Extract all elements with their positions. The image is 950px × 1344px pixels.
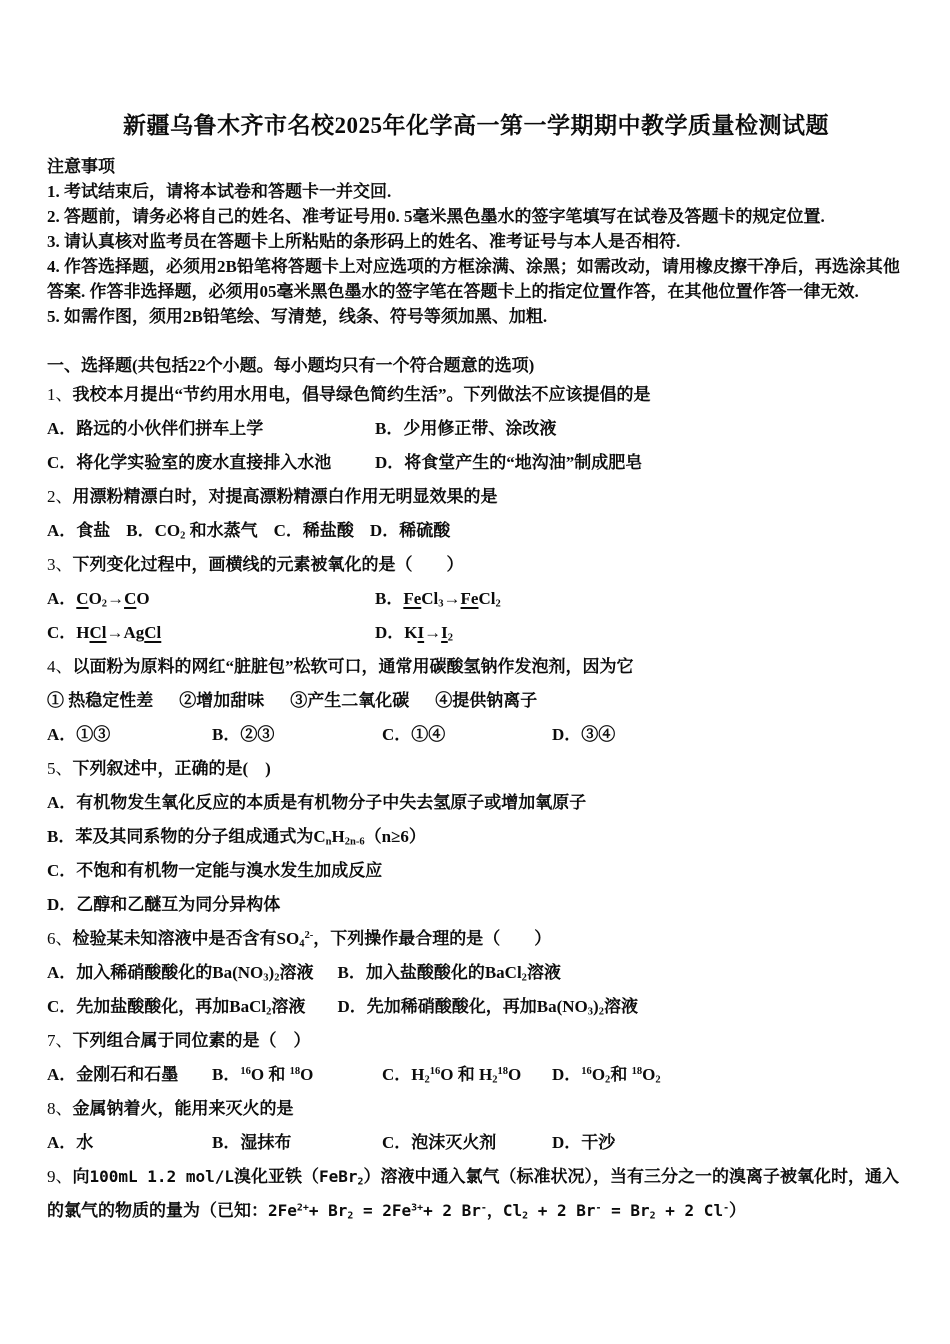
- question-9-stem-text-4: ）: [729, 1201, 747, 1220]
- question-2-stem-text: 用漂粉精漂白时，对提高漂粉精漂白作用无明显效果的是: [72, 487, 498, 506]
- question-6-option-a: A．加入稀硝酸酸化的$Ba(NO_3)_2$溶液: [47, 963, 314, 984]
- question-4-stem: [47, 650, 905, 684]
- question-6: [47, 922, 905, 1024]
- question-4-subitem-3: ③产生二氧化碳: [290, 691, 410, 710]
- question-7-stem: [47, 1024, 905, 1058]
- question-3-options: [47, 582, 905, 650]
- question-2-option-c: C．稀盐酸: [273, 521, 354, 540]
- notice-heading: 注意事项: [47, 157, 115, 176]
- question-1: [47, 378, 905, 480]
- question-2-option-a: A．食盐: [47, 521, 111, 540]
- question-4-number: 4、: [47, 657, 73, 676]
- question-9-formula-mono: FeBr$_2$: [319, 1167, 364, 1188]
- question-1-stem-text: 我校本月提出“节约用水用电，倡导绿色简约生活”。下列做法不应该提倡的是: [72, 385, 651, 404]
- question-1-option-c: C．将化学实验室的废水直接排入水池: [47, 453, 332, 472]
- question-4-option-b: B．②③: [212, 725, 275, 744]
- notice-item-3: 3. 请认真核对监考员在答题卡上所粘贴的条形码上的姓名、准考证号与本人是否相符.: [47, 232, 681, 251]
- question-3-number: 3、: [47, 555, 73, 574]
- notice-section: [47, 154, 905, 329]
- question-6-option-d: D．先加稀硝酸酸化，再加$Ba(NO_3)_2$溶液: [337, 997, 638, 1018]
- question-5-option-c: C．不饱和有机物一定能与溴水发生加成反应: [47, 861, 383, 880]
- question-7-option-c: C．$H_2^{16}O$ 和 $H_2^{18}O$: [382, 1065, 522, 1086]
- question-6-stem-text: 检验某未知溶液中是否含有$SO_4^{2-}$，下列操作最合理的是（ ）: [72, 929, 552, 950]
- question-5: [47, 752, 905, 922]
- notice-item-1: 1. 考试结束后，请将本试卷和答题卡一并交回.: [47, 182, 392, 201]
- question-4: [47, 650, 905, 752]
- question-3-option-b: B．FeCl$_3$→FeCl$_2$: [375, 589, 501, 610]
- question-4-option-c: C．①④: [382, 725, 446, 744]
- question-6-option-c: C．先加盐酸酸化，再加BaCl$_2$溶液: [47, 997, 306, 1018]
- question-4-option-d: D．③④: [552, 725, 616, 744]
- notice-item-4: 4. 作答选择题，必须用2B铅笔将答题卡上对应选项的方框涂满、涂黑；如需改动，请用橡皮擦干净后，再选涂其他答案. 作答非选择题，必须用05毫米黑色墨水的签字笔在答题卡上的指定位置作答，在其他位置作答一律无效.: [47, 257, 900, 301]
- question-5-stem-text: 下列叙述中，正确的是( ): [72, 759, 271, 778]
- question-7-option-a: A．金刚石和石墨: [47, 1065, 179, 1084]
- question-8: [47, 1092, 905, 1160]
- question-7-option-d: D．$^{16}O_2$和 $^{18}O_2$: [552, 1065, 661, 1086]
- question-5-stem: [47, 752, 905, 786]
- question-3-stem-text: 下列变化过程中，画横线的元素被氧化的是（ ）: [72, 555, 464, 574]
- question-7-options: [47, 1058, 905, 1092]
- question-8-option-b: B．湿抹布: [212, 1133, 292, 1152]
- question-3-option-d: D．$KI\to I_2$: [375, 623, 454, 644]
- question-9-stem-text-3: ）溶液中通入氯气（标准状况），当有三分之一的溴离子被氧化时，通入的氯气的物质的量为（已知：: [47, 1167, 899, 1220]
- question-4-subitems: [47, 684, 905, 718]
- question-6-number: 6、: [47, 929, 73, 948]
- question-3-option-a: A．$CO_2\to CO$: [47, 589, 150, 610]
- question-4-options: [47, 718, 905, 752]
- question-3-option-c: C．HCl→AgCl: [47, 623, 162, 642]
- question-4-subitem-1: ① 热稳定性差: [47, 691, 154, 710]
- question-3-stem: [47, 548, 905, 582]
- notice-item-5: 5. 如需作图，须用2B铅笔绘、写清楚，线条、符号等须加黑、加粗.: [47, 307, 548, 326]
- question-7-stem-text: 下列组合属于同位素的是（ ）: [72, 1031, 311, 1050]
- question-8-options: [47, 1126, 905, 1160]
- question-1-number: 1、: [47, 385, 73, 404]
- question-1-stem: [47, 378, 905, 412]
- question-9: [47, 1160, 905, 1228]
- question-6-option-b: B．加入盐酸酸化的BaCl$_2$溶液: [337, 963, 561, 984]
- question-8-option-c: C．泡沫灭火剂: [382, 1133, 497, 1152]
- question-4-option-a: A．①③: [47, 725, 111, 744]
- question-1-options: [47, 412, 905, 480]
- question-1-option-b: B．少用修正带、涂改液: [375, 419, 557, 438]
- question-9-stem-text-1: 向: [72, 1167, 90, 1186]
- section-heading-choice: 一、选择题(共包括22个小题。每小题均只有一个符合题意的选项): [47, 356, 535, 375]
- question-8-option-a: A．水: [47, 1133, 94, 1152]
- question-1-option-a: A．路远的小伙伴们拼车上学: [47, 419, 264, 438]
- question-9-volume-mono: 100mL 1.2 mol/L: [89, 1167, 234, 1186]
- question-2-option-d: D．稀硫酸: [369, 521, 451, 540]
- question-9-stem-text-2: 溴化亚铁（: [234, 1167, 319, 1186]
- question-5-option-a: A．有机物发生氧化反应的本质是有机物分子中失去氢原子或增加氧原子: [47, 793, 587, 812]
- question-5-options: [47, 786, 905, 922]
- question-2-option-b: B．$CO_2$ 和水蒸气: [126, 521, 258, 542]
- page-title: 新疆乌鲁木齐市名校2025年化学高一第一学期期中教学质量检测试题: [123, 113, 829, 138]
- question-9-stem: [47, 1160, 905, 1228]
- question-8-option-d: D．干沙: [552, 1133, 616, 1152]
- question-9-number: 9、: [47, 1167, 73, 1186]
- question-2-options: [47, 514, 905, 548]
- notice-item-2: 2. 答题前，请务必将自己的姓名、准考证号用0. 5毫米黑色墨水的签字笔填写在试卷及答题卡的规定位置.: [47, 207, 825, 226]
- question-2-stem: [47, 480, 905, 514]
- question-2-number: 2、: [47, 487, 73, 506]
- question-7-option-b: B．$^{16}$O 和 $^{18}$O: [212, 1065, 314, 1084]
- question-6-options: [47, 956, 905, 1024]
- question-7: [47, 1024, 905, 1092]
- question-6-stem: [47, 922, 905, 956]
- question-5-option-b: B．苯及其同系物的分子组成通式为$C_nH_{2n-6}(n\ge 6)$: [47, 827, 426, 848]
- question-5-option-d: D．乙醇和乙醚互为同分异构体: [47, 895, 281, 914]
- question-5-number: 5、: [47, 759, 73, 778]
- question-3: [47, 548, 905, 650]
- question-4-stem-text: 以面粉为原料的网红“脏脏包”松软可口，通常用碳酸氢钠作发泡剂，因为它: [72, 657, 634, 676]
- question-4-subitem-4: ④提供钠离子: [435, 691, 538, 710]
- question-8-stem-text: 金属钠着火，能用来灭火的是: [72, 1099, 294, 1118]
- question-7-number: 7、: [47, 1031, 73, 1050]
- question-2: [47, 480, 905, 548]
- question-1-option-d: D．将食堂产生的“地沟油”制成肥皂: [375, 453, 643, 472]
- question-8-stem: [47, 1092, 905, 1126]
- question-4-subitem-2: ②增加甜味: [179, 691, 265, 710]
- question-8-number: 8、: [47, 1099, 73, 1118]
- question-9-equation-mono: $2Fe^{2+}+ Br_2 = 2Fe^{3+}+ 2$ Br-，$Cl_2 + 2$ $Br^- = Br_2 + 2$ Cl-: [268, 1201, 730, 1222]
